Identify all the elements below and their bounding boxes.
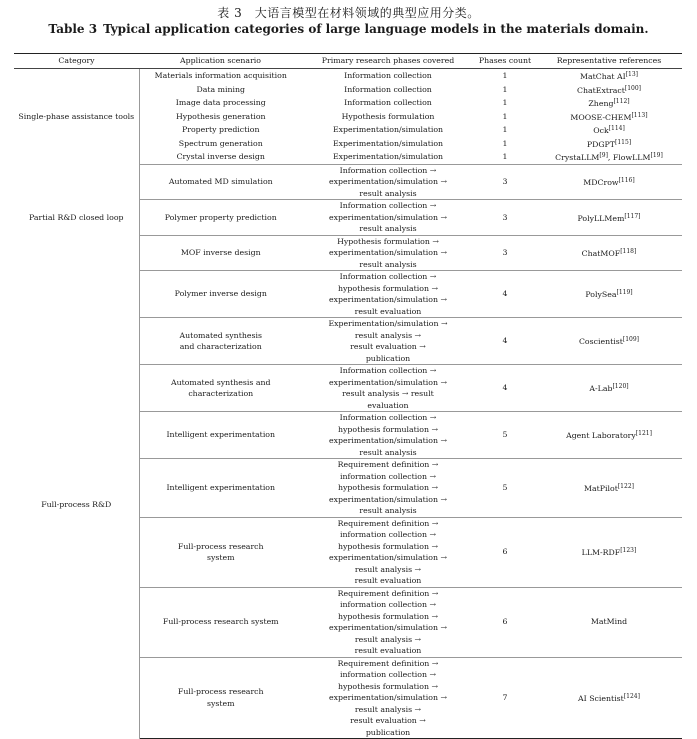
phase-count: 1 bbox=[502, 98, 508, 107]
caption-english bbox=[0, 21, 697, 37]
category-cell bbox=[14, 271, 139, 739]
scenario-cell bbox=[139, 83, 302, 97]
count-cell bbox=[474, 137, 536, 151]
phase-line: information collection → bbox=[339, 530, 437, 539]
scenario-line: Automated synthesis bbox=[179, 330, 262, 340]
scenario-line: and characterization bbox=[179, 342, 262, 351]
scenario-label: Crystal inverse design bbox=[176, 152, 265, 161]
scenario-line: Automated synthesis and bbox=[170, 377, 271, 387]
category-cell bbox=[14, 164, 139, 271]
phase-line: information collection → bbox=[339, 600, 437, 609]
phase-line: Requirement definition → bbox=[337, 460, 439, 469]
phase-line: result evaluation bbox=[354, 576, 422, 585]
phase-count: 1 bbox=[502, 138, 508, 148]
phases-cell bbox=[302, 164, 474, 200]
phase-line: Information collection → bbox=[339, 272, 437, 281]
scenario-cell bbox=[139, 318, 302, 365]
reference-name: PolySea bbox=[585, 290, 617, 300]
reference-cell bbox=[536, 200, 682, 236]
phase-line: result analysis → bbox=[354, 564, 422, 574]
header-phases: Primary research phases covered bbox=[302, 54, 474, 69]
phase-line: experimentation/simulation → bbox=[328, 295, 448, 304]
reference-name: Zheng bbox=[588, 99, 614, 108]
phase-line: hypothesis formulation → bbox=[337, 611, 439, 621]
table-title: Typical application categories of large language models in the materials domain. bbox=[103, 22, 649, 36]
reference-cell bbox=[536, 412, 682, 459]
phase-line: result analysis bbox=[359, 506, 417, 515]
count-cell bbox=[474, 587, 536, 657]
reference-cell bbox=[536, 587, 682, 657]
phase-count: 5 bbox=[502, 483, 508, 492]
reference-cell bbox=[536, 96, 682, 110]
reference-number-2: [19] bbox=[650, 152, 663, 159]
header-category: Category bbox=[14, 54, 139, 69]
reference-cell bbox=[536, 657, 682, 739]
reference-number: [118] bbox=[620, 248, 637, 255]
reference-number: [109] bbox=[622, 336, 640, 344]
caption-chinese: 表 3 大语言模型在材料领域的典型应用分类。 bbox=[217, 6, 480, 20]
phase-line: experimentation/simulation → bbox=[328, 212, 448, 222]
phase-count: 1 bbox=[502, 152, 508, 161]
reference-cell bbox=[536, 271, 682, 318]
reference-cell bbox=[536, 459, 682, 518]
phases-cell bbox=[302, 96, 474, 110]
reference-number: [113] bbox=[631, 111, 648, 119]
phase-line: result analysis → bbox=[354, 704, 422, 714]
phase-count: 4 bbox=[502, 336, 508, 346]
reference-cell bbox=[536, 123, 682, 137]
reference-cell bbox=[536, 235, 682, 271]
phase-line: experimentation/simulation → bbox=[328, 693, 448, 702]
phases-cell bbox=[302, 137, 474, 151]
reference-name: ChatMOF bbox=[581, 249, 621, 258]
phase-line: information collection → bbox=[339, 471, 437, 481]
category-label: Partial R&D closed loop bbox=[28, 212, 124, 222]
phase-line: result evaluation → bbox=[350, 716, 426, 725]
reference-name: MatChat AI bbox=[579, 72, 626, 81]
count-cell bbox=[474, 150, 536, 164]
phases-cell bbox=[302, 235, 474, 271]
phase-line: Hypothesis formulation → bbox=[337, 236, 439, 246]
count-cell bbox=[474, 96, 536, 110]
phase-line: experimentation/simulation → bbox=[328, 377, 448, 387]
count-cell bbox=[474, 271, 536, 318]
phase-count: 1 bbox=[502, 125, 508, 134]
phase-line: result analysis bbox=[359, 447, 417, 457]
phase-count: 3 bbox=[502, 212, 508, 222]
phase-line: Information collection → bbox=[339, 366, 437, 375]
scenario-label: Materials information acquisition bbox=[154, 71, 287, 80]
phase-line: experimentation/simulation → bbox=[328, 436, 448, 445]
phase-line: Experimentation/simulation bbox=[332, 152, 444, 161]
scenario-cell bbox=[139, 200, 302, 236]
table-row bbox=[14, 271, 682, 318]
scenario-line: Full-process research bbox=[177, 541, 264, 551]
reference-name: AI Scientist bbox=[578, 694, 624, 703]
phase-line: hypothesis formulation → bbox=[337, 541, 439, 551]
scenario-cell bbox=[139, 271, 302, 318]
phase-line: Requirement definition → bbox=[337, 518, 439, 528]
scenario-label: Polymer inverse design bbox=[174, 289, 267, 299]
phase-line: experimentation/simulation → bbox=[328, 623, 448, 632]
scenario-line: characterization bbox=[188, 389, 254, 398]
scenario-cell bbox=[139, 69, 302, 83]
header-scenario: Application scenario bbox=[139, 54, 302, 69]
reference-number: [122] bbox=[617, 483, 634, 490]
phases-cell bbox=[302, 587, 474, 657]
phase-line: Experimentation/simulation → bbox=[328, 319, 448, 328]
phase-line: hypothesis formulation → bbox=[337, 483, 439, 492]
phase-line: Information collection bbox=[344, 84, 432, 94]
reference-number: [119] bbox=[616, 289, 633, 297]
scenario-label: Data mining bbox=[196, 84, 246, 94]
reference-name: Agent Laboratory bbox=[566, 431, 636, 441]
phase-count: 4 bbox=[502, 289, 508, 299]
reference-number: [123] bbox=[620, 547, 637, 555]
phase-count: 3 bbox=[502, 177, 508, 186]
reference-number: [115] bbox=[615, 138, 632, 146]
table-row bbox=[14, 69, 682, 83]
reference-name: PolyLLMem bbox=[577, 213, 625, 223]
scenario-cell bbox=[139, 587, 302, 657]
phase-line: hypothesis formulation → bbox=[337, 283, 439, 293]
scenario-label: Full-process research system bbox=[162, 617, 279, 627]
phases-cell bbox=[302, 83, 474, 97]
count-cell bbox=[474, 200, 536, 236]
application-table bbox=[14, 53, 682, 739]
phase-line: Information collection → bbox=[339, 413, 437, 422]
reference-cell bbox=[536, 517, 682, 587]
category-label: Single-phase assistance tools bbox=[18, 111, 135, 121]
count-cell bbox=[474, 318, 536, 365]
phase-line: result evaluation → bbox=[350, 342, 426, 351]
count-cell bbox=[474, 164, 536, 200]
phase-line: experimentation/simulation → bbox=[328, 248, 448, 257]
phase-line: hypothesis formulation → bbox=[337, 424, 439, 434]
scenario-cell bbox=[139, 459, 302, 518]
reference-name: MatMind bbox=[590, 617, 628, 627]
reference-number: [120] bbox=[612, 383, 629, 391]
phase-count: 6 bbox=[502, 547, 508, 557]
phase-count: 3 bbox=[502, 248, 508, 257]
scenario-label: Image data processing bbox=[175, 98, 266, 107]
scenario-cell bbox=[139, 657, 302, 739]
phases-cell bbox=[302, 459, 474, 518]
scenario-cell bbox=[139, 517, 302, 587]
reference-number: [121] bbox=[635, 430, 652, 438]
phase-line: result analysis bbox=[359, 188, 417, 198]
phase-line: information collection → bbox=[339, 670, 437, 679]
phase-line: Requirement definition → bbox=[337, 588, 439, 598]
reference-number: [100] bbox=[624, 84, 641, 92]
reference-name: Ock bbox=[593, 126, 609, 135]
reference-number: [9] bbox=[599, 152, 608, 159]
scenario-cell bbox=[139, 110, 302, 124]
scenario-cell bbox=[139, 123, 302, 137]
phases-cell bbox=[302, 123, 474, 137]
phase-count: 6 bbox=[502, 617, 508, 627]
phase-line: publication bbox=[365, 727, 411, 737]
count-cell bbox=[474, 123, 536, 137]
count-cell bbox=[474, 365, 536, 412]
phase-line: result evaluation bbox=[354, 306, 422, 316]
reference-name: PDGPT bbox=[586, 139, 616, 149]
scenario-line: system bbox=[206, 698, 235, 708]
scenario-label: Intelligent experimentation bbox=[166, 483, 276, 492]
phase-count: 5 bbox=[502, 430, 508, 440]
scenario-label: Automated MD simulation bbox=[168, 177, 273, 186]
phase-line: experimentation/simulation → bbox=[328, 177, 448, 186]
phases-cell bbox=[302, 517, 474, 587]
phases-cell bbox=[302, 150, 474, 164]
reference-name: A-Lab bbox=[589, 384, 613, 394]
reference-number: [117] bbox=[624, 212, 641, 220]
phase-line: result evaluation bbox=[354, 646, 422, 655]
phase-line: Experimentation/simulation bbox=[332, 138, 444, 148]
count-cell bbox=[474, 110, 536, 124]
phase-count: 1 bbox=[502, 71, 508, 80]
header-row bbox=[14, 54, 682, 69]
category-label: Full-process R&D bbox=[41, 499, 112, 509]
reference-name: CrystaLLM bbox=[555, 153, 600, 162]
reference-cell bbox=[536, 150, 682, 164]
phase-line: result analysis → bbox=[354, 634, 422, 644]
phases-cell bbox=[302, 271, 474, 318]
scenario-label: Spectrum generation bbox=[178, 138, 263, 148]
scenario-label: Hypothesis generation bbox=[175, 111, 266, 121]
reference-number: [116] bbox=[618, 177, 635, 184]
phase-line: Information collection → bbox=[339, 165, 437, 175]
scenario-line: Full-process research bbox=[177, 687, 264, 697]
phase-line: result analysis → result bbox=[342, 389, 434, 398]
reference-number: [13] bbox=[625, 71, 639, 78]
scenario-label: Property prediction bbox=[181, 125, 260, 134]
phase-line: result analysis bbox=[359, 224, 417, 233]
scenario-cell bbox=[139, 164, 302, 200]
phases-cell bbox=[302, 200, 474, 236]
phase-count: 4 bbox=[502, 383, 508, 393]
reference-name: ChatExtract bbox=[576, 85, 625, 95]
scenario-label: Polymer property prediction bbox=[164, 212, 277, 222]
phases-cell bbox=[302, 318, 474, 365]
phase-line: Hypothesis formulation bbox=[341, 111, 435, 121]
scenario-cell bbox=[139, 96, 302, 110]
count-cell bbox=[474, 517, 536, 587]
phase-line: evaluation bbox=[367, 400, 409, 410]
count-cell bbox=[474, 657, 536, 739]
count-cell bbox=[474, 459, 536, 518]
header-references: Representative references bbox=[536, 54, 682, 69]
reference-cell bbox=[536, 83, 682, 97]
phase-line: publication bbox=[365, 353, 411, 363]
reference-name-2: , FlowLLM bbox=[607, 153, 651, 162]
reference-name: MDCrow bbox=[583, 178, 619, 187]
phases-cell bbox=[302, 110, 474, 124]
phase-count: 7 bbox=[502, 693, 508, 702]
scenario-cell bbox=[139, 137, 302, 151]
reference-cell bbox=[536, 365, 682, 412]
scenario-cell bbox=[139, 235, 302, 271]
phases-cell bbox=[302, 69, 474, 83]
scenario-cell bbox=[139, 412, 302, 459]
phase-count: 1 bbox=[502, 111, 508, 121]
phases-cell bbox=[302, 657, 474, 739]
reference-cell bbox=[536, 69, 682, 83]
table-label: Table 3 bbox=[48, 22, 98, 36]
reference-cell bbox=[536, 164, 682, 200]
phase-line: result analysis bbox=[359, 259, 417, 269]
table-row bbox=[14, 164, 682, 200]
phase-line: experimentation/simulation → bbox=[328, 494, 448, 504]
scenario-cell bbox=[139, 365, 302, 412]
reference-number: [114] bbox=[608, 125, 625, 132]
scenario-line: system bbox=[206, 553, 235, 562]
reference-name: MatPilot bbox=[584, 484, 618, 493]
category-cell bbox=[14, 69, 139, 165]
phase-line: Requirement definition → bbox=[337, 658, 439, 668]
reference-name: Coscientist bbox=[578, 337, 623, 347]
table-body bbox=[14, 69, 682, 739]
reference-number: [112] bbox=[613, 98, 630, 105]
phase-line: Experimentation/simulation bbox=[332, 125, 444, 134]
header-count: Phases count bbox=[474, 54, 536, 69]
reference-cell bbox=[536, 137, 682, 151]
reference-cell bbox=[536, 318, 682, 365]
phase-line: hypothesis formulation → bbox=[337, 681, 439, 691]
phase-line: Information collection → bbox=[339, 201, 437, 210]
phase-line: result analysis → bbox=[354, 330, 422, 340]
phase-line: Information collection bbox=[344, 71, 432, 80]
count-cell bbox=[474, 83, 536, 97]
reference-name: MOOSE-CHEM bbox=[570, 112, 632, 122]
phase-line: Information collection bbox=[344, 98, 432, 107]
count-cell bbox=[474, 235, 536, 271]
reference-number: [124] bbox=[623, 693, 640, 700]
phases-cell bbox=[302, 365, 474, 412]
reference-name: LLM-RDF bbox=[581, 548, 621, 558]
reference-cell bbox=[536, 110, 682, 124]
scenario-label: MOF inverse design bbox=[180, 248, 261, 257]
count-cell bbox=[474, 69, 536, 83]
phase-count: 1 bbox=[502, 84, 508, 94]
scenario-label: Intelligent experimentation bbox=[166, 430, 276, 440]
count-cell bbox=[474, 412, 536, 459]
scenario-cell bbox=[139, 150, 302, 164]
phase-line: experimentation/simulation → bbox=[328, 553, 448, 562]
phases-cell bbox=[302, 412, 474, 459]
